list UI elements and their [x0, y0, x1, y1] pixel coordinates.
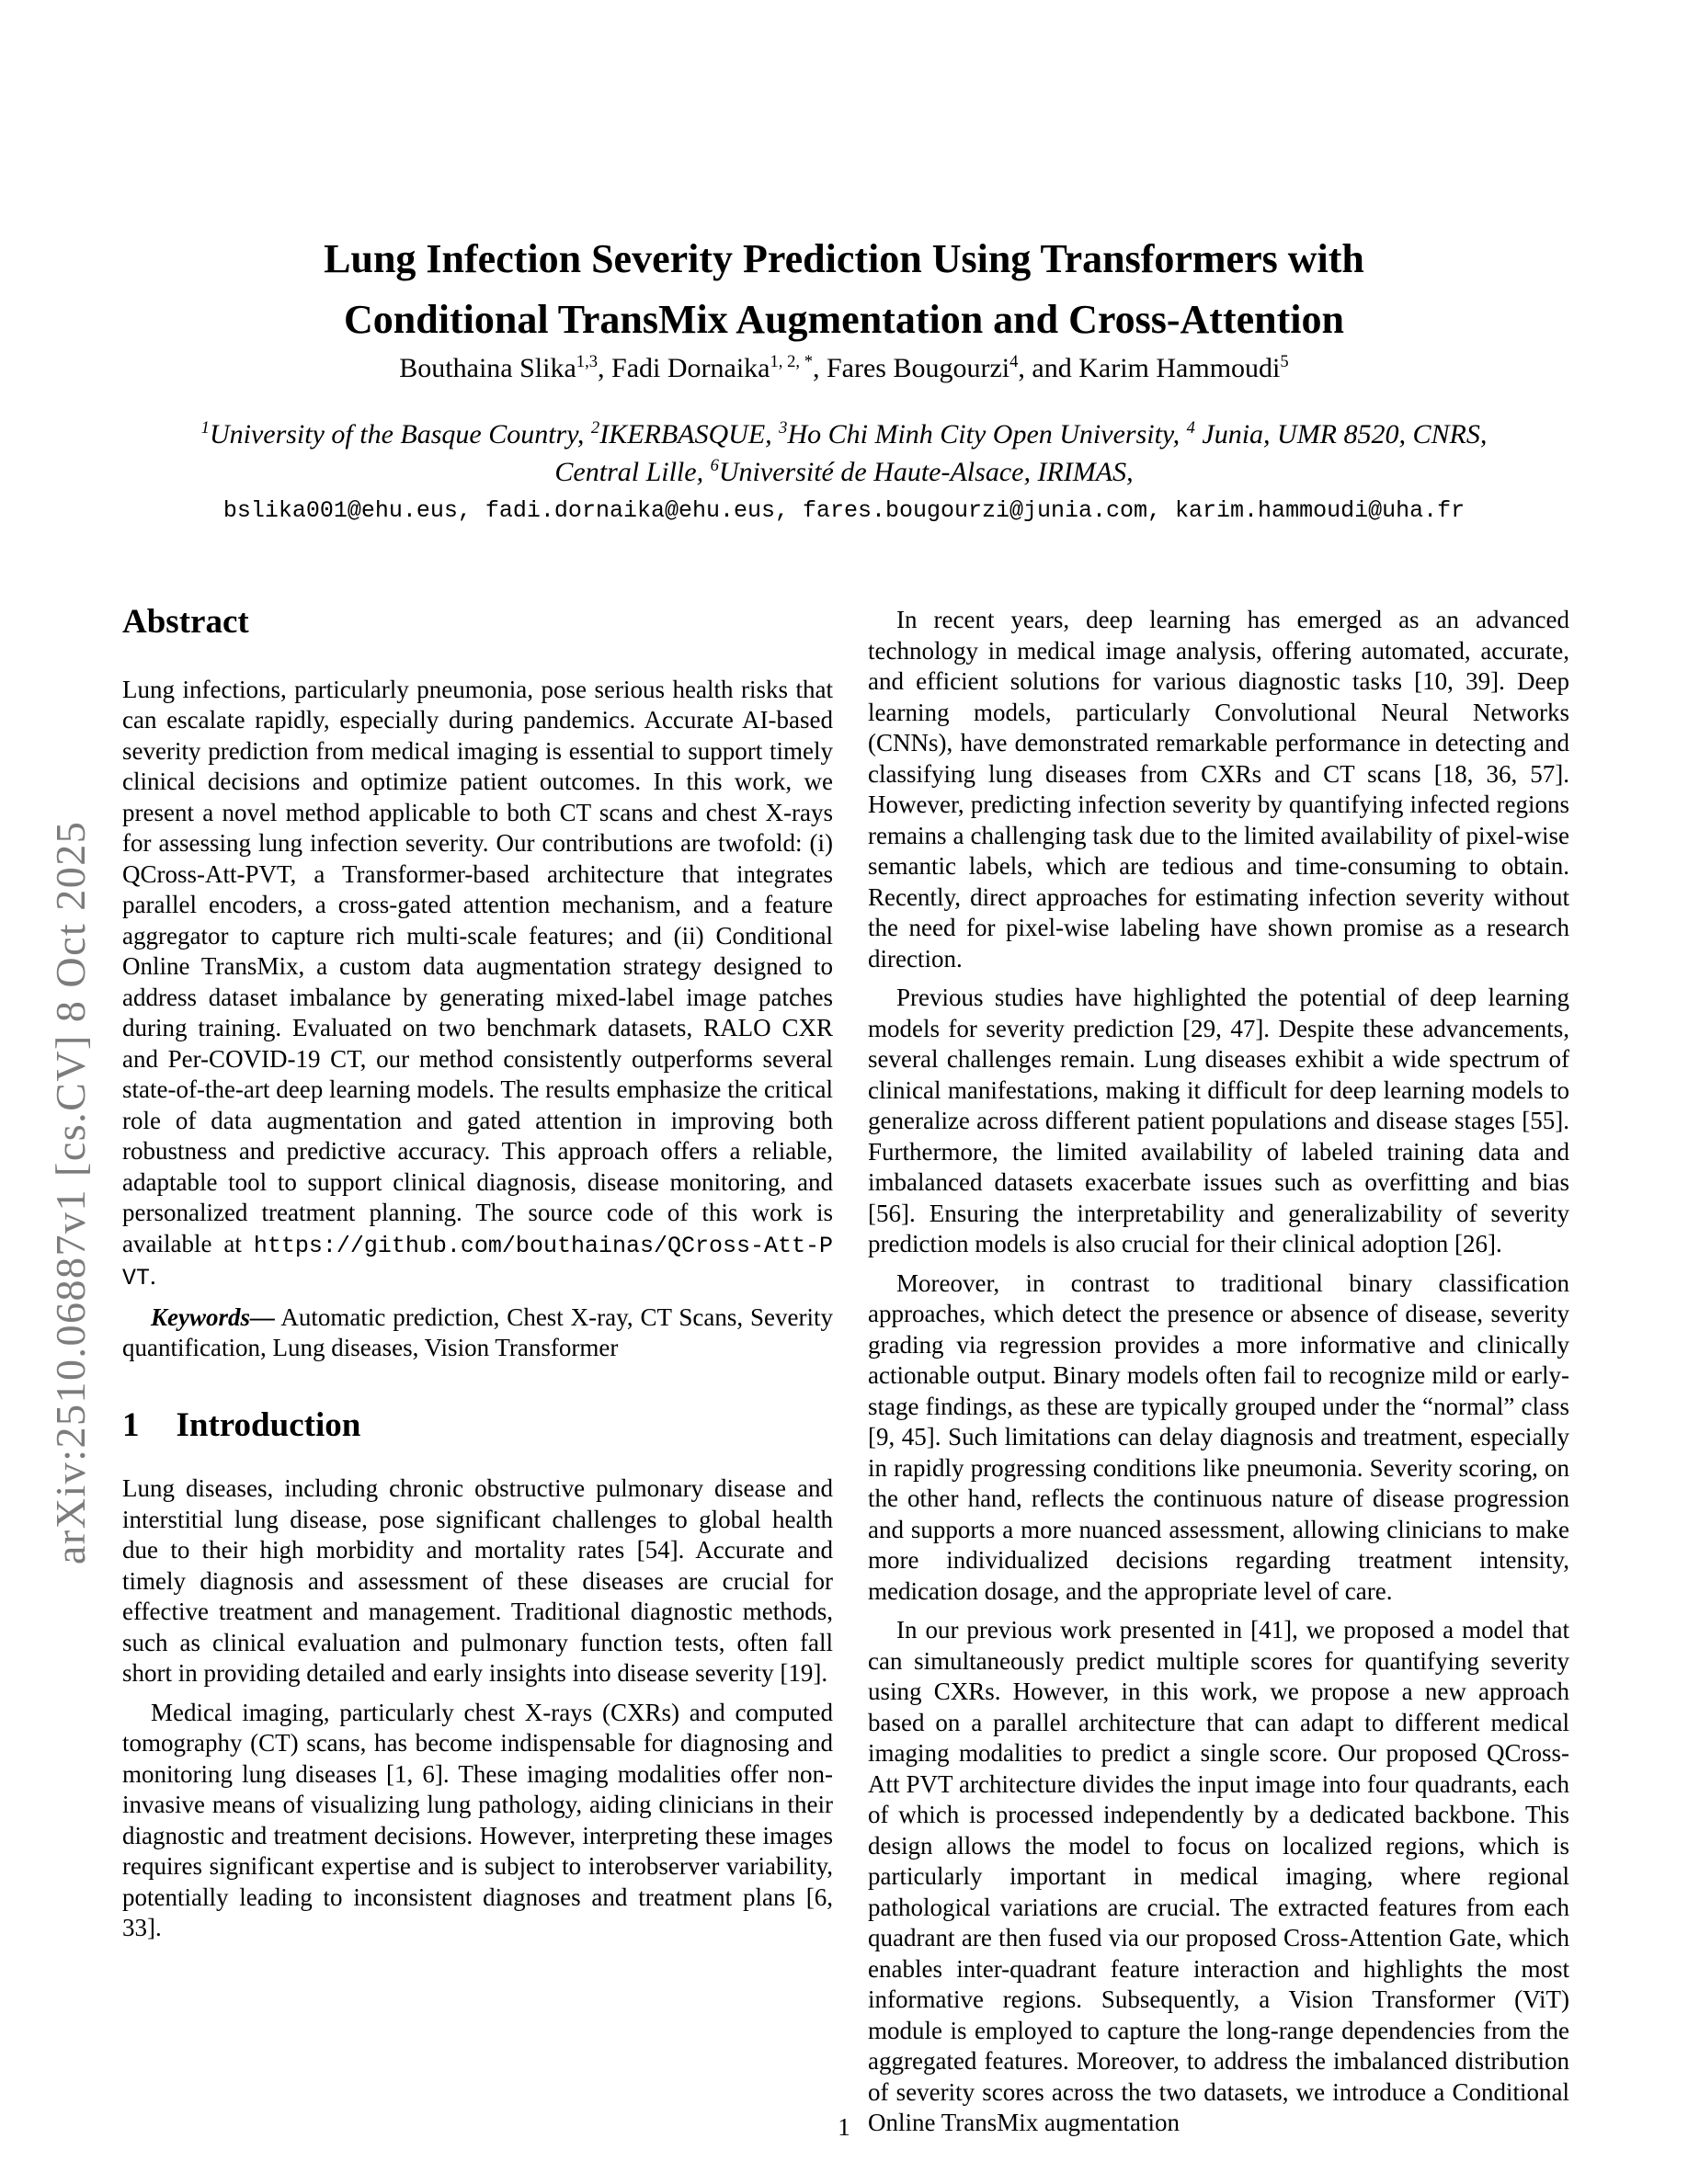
keywords-text: Automatic prediction, Chest X-ray, CT Scans, Severity quantification, Lung diseases, Vision Transformer [122, 1302, 833, 1361]
affiliation-3: Ho Chi Minh City Open University, [787, 419, 1187, 449]
author-line [0, 353, 1688, 384]
paper-title-line-2: Conditional TransMix Augmentation and Cross-Attention [344, 297, 1344, 343]
paper-title [0, 229, 1688, 350]
affiliation-5-superscript: 6 [710, 456, 719, 475]
body-paragraph-3: In recent years, deep learning has emerged as an advanced technology in medical image analysis, offering automated, accurate, and efficient solutions for various diagnostic tasks [10, 39]. Deep learning models, particularly Convolutional Neural Networks (CNNs), have demonstrated remarkable performance in detecting and classifying lung diseases from CXRs and CT scans [18, 36, 57]. However, predicting infection severity by quantifying infected regions remains a challenging task due to the limited availability of pixel-wise semantic labels, which are tedious and time-consuming to obtain. Recently, direct approaches for estimating infection severity without the need for pixel-wise labeling have shown promise as a research direction. [868, 606, 1569, 973]
affiliation-1-superscript: 1 [200, 418, 210, 438]
author-1-superscript: 1,3 [576, 352, 599, 371]
author-3-superscript: 4 [1009, 352, 1019, 371]
author-3-name: Fares Bougourzi [826, 353, 1010, 383]
intro-paragraph-1: Lung diseases, including chronic obstructive pulmonary disease and interstitial lung disease, pose significant challenges to global health due to their high morbidity and mortality rates [54]. Accurate and timely diagnosis and assessment of these diseases are crucial for effective treatment and management. Traditional diagnostic methods, such as clinical evaluation and pulmonary function tests, often fall short in providing detailed and early insights into disease severity [19]. [122, 1474, 833, 1687]
body-paragraph-4: Previous studies have highlighted the potential of deep learning models for severity prediction [29, 47]. Despite these advancements, several challenges remain. Lung diseases exhibit a wide spectrum of clinical manifestations, making it difficult for deep learning models to generalize across different patient populations and disease stages [55]. Furthermore, the limited availability of labeled training data and imbalanced datasets exacerbate issues such as overfitting and bias [56]. Ensuring the interpretability and generalizability of severity prediction models is also crucial for their clinical adoption [26]. [868, 984, 1569, 1257]
author-2-superscript: 1, 2, * [770, 352, 813, 371]
author-separator: , and [1018, 353, 1079, 383]
email-line: bslika001@ehu.eus, fadi.dornaika@ehu.eus, fares.bougourzi@junia.com, karim.hammoudi@uha.fr [222, 497, 1466, 524]
affiliation-3-superscript: 3 [779, 418, 788, 438]
abstract-heading: Abstract [122, 603, 249, 641]
right-column [868, 605, 1569, 2147]
affiliation-line [159, 415, 1529, 491]
abstract-text: Lung infections, particularly pneumonia, pose serious health risks that can escalate rapidly, especially during pandemics. Accurate AI-based severity prediction from medical imaging is essential to support timely clinical decisions and optimize patient outcomes. In this work, we present a novel method applicable to both CT scans and chest X-rays for assessing lung infection severity. Our contributions are twofold: (i) QCross-Att-PVT, a Transformer-based architecture that integrates parallel encoders, a cross-gated attention mechanism, and a feature aggregator to capture rich multi-scale features; and (ii) Conditional Online TransMix, a custom data augmentation strategy designed to address dataset imbalance by generating mixed-label image patches during training. Evaluated on two benchmark datasets, RALO CXR and Per-COVID-19 CT, our method consistently outperforms several state-of-the-art deep learning models. The results emphasize the critical role of data augmentation and gated attention in improving both robustness and predictive accuracy. This approach offers a reliable, adaptable tool to support clinical diagnosis, disease monitoring, and personalized treatment planning. The source code of this work is available at [122, 675, 833, 1257]
abstract-body [122, 675, 833, 1294]
keywords-line [122, 1302, 833, 1364]
affiliation-4: Junia, UMR 8520, CNRS, Central Lille, [554, 419, 1488, 487]
keywords-label: Keywords— [151, 1302, 275, 1331]
affiliation-1: University of the Basque Country, [209, 419, 591, 449]
body-paragraph-5: Moreover, in contrast to traditional binary classification approaches, which detect the presence or absence of disease, severity grading via regression provides a more informative and clinically actionable output. Binary models often fail to recognize mild or early-stage findings, as these are typically grouped under the “normal” class [9, 45]. Such limitations can delay diagnosis and treatment, especially in rapidly progressing conditions like pneumonia. Severity scoring, on the other hand, reflects the continuous nature of disease progression and supports a more nuanced assessment, allowing clinicians to make more individualized decisions regarding treatment intensity, medication dosage, and the appropriate level of care. [868, 1268, 1569, 1605]
abstract-text-end: . [150, 1262, 156, 1290]
section-title: Introduction [176, 1405, 361, 1444]
author-1-name: Bouthaina Slika [399, 353, 576, 383]
author-4-superscript: 5 [1280, 352, 1289, 371]
left-column [122, 605, 833, 1952]
intro-paragraph-2: Medical imaging, particularly chest X-rays (CXRs) and computed tomography (CT) scans, has become indispensable for diagnosing and monitoring lung diseases [1, 6]. These imaging modalities offer non-invasive means of visualizing lung pathology, aiding clinicians in their diagnostic and treatment decisions. However, interpreting these images requires significant expertise and is subject to interobserver variability, potentially leading to inconsistent diagnoses and treatment plans [6, 33]. [122, 1698, 833, 1941]
author-separator: , [812, 353, 827, 383]
affiliation-4-superscript: 4 [1186, 418, 1195, 438]
body-paragraph-6: In our previous work presented in [41], we proposed a model that can simultaneously predict multiple scores for quantifying severity using CXRs. However, in this work, we propose a new approach based on a parallel architecture that can adapt to different medical imaging modalities to predict a single score. Our proposed QCross-Att PVT architecture divides the input image into four quadrants, each of which is processed independently by a dedicated backbone. This design allows the model to focus on localized regions, which is particularly important in medical imaging, where regional pathological variations are crucial. The extracted features from each quadrant are then fused via our proposed Cross-Attention Gate, which enables inter-quadrant feature interaction and highlights the most informative regions. Subsequently, a Vision Transformer (ViT) module is employed to capture the long-range dependencies from the aggregated features. Moreover, to address the imbalanced distribution of severity scores across the two datasets, we introduce a Conditional Online TransMix augmentation [868, 1616, 1569, 2136]
paper-title-line-1: Lung Infection Severity Prediction Using Transformers with [324, 236, 1364, 282]
section-number: 1 [122, 1405, 140, 1444]
affiliation-2: IKERBASQUE, [599, 419, 780, 449]
author-4-name: Karim Hammoudi [1078, 353, 1281, 383]
source-code-link[interactable]: https://github.com/bouthainas/QCross-Att-PVT [122, 1232, 833, 1291]
affiliation-2-superscript: 2 [590, 418, 600, 438]
affiliation-5: Université de Haute-Alsace, IRIMAS, [718, 457, 1134, 487]
section-heading-introduction [122, 1405, 833, 1444]
arxiv-watermark: arXiv:2510.06887v1 [cs.CV] 8 Oct 2025 [47, 820, 94, 1564]
author-2-name: Fadi Dornaika [611, 353, 770, 383]
author-separator: , [598, 353, 612, 383]
page-number: 1 [838, 2113, 850, 2141]
